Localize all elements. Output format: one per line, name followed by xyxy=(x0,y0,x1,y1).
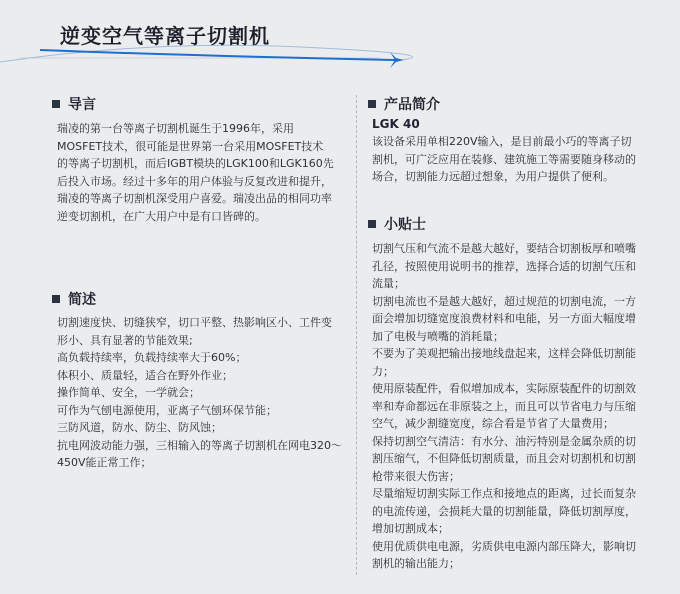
list-item: 抗电网波动能力强，三相输入的等离子切割机在网电320～ xyxy=(57,438,342,452)
list-item: 空气，减少割缝宽度，综合看是节省了大量费用； xyxy=(372,417,614,430)
tips-list xyxy=(372,240,668,573)
summary-list xyxy=(57,314,349,472)
list-item: 切割气压和气流不是越大越好，要结合切割板厚和喷嘴 xyxy=(372,242,636,255)
list-item: 操作简单、安全，一学就会； xyxy=(57,386,200,399)
product-heading-label: 产品简介 xyxy=(384,97,440,113)
section-heading-intro xyxy=(52,94,96,114)
square-bullet-icon xyxy=(52,100,60,108)
list-item: 割压缩气，不但降低切割质量，而且会对切割机和切割 xyxy=(372,452,636,465)
text-line: 逆变切割机，在广大用户中是有口皆碑的。 xyxy=(57,209,266,223)
list-item: 加了电极与喷嘴的消耗量； xyxy=(372,329,504,343)
tips-heading-label: 小贴士 xyxy=(384,217,426,233)
text-line: 割机，可广泛应用在装修、建筑施工等需要随身移动的 xyxy=(372,152,636,166)
section-heading-tips xyxy=(368,214,426,234)
list-item: 割机的输出能力； xyxy=(372,557,460,570)
list-item: 高负载持续率，负载持续率大于60%； xyxy=(57,351,247,364)
product-paragraph xyxy=(372,133,668,186)
list-item: 增加切割成本； xyxy=(372,522,449,535)
list-item: 三防风道，防水、防尘、防风蚀； xyxy=(57,421,222,434)
text-line: 场合，切割能力远超过想象，为用户提供了便利。 xyxy=(372,170,614,183)
square-bullet-icon xyxy=(368,220,376,228)
list-item: 孔径，按照使用说明书的推荐，选择合适的切割气压和 xyxy=(372,259,636,273)
list-item: 面会增加切缝宽度浪费材料和电能，另一方面大幅度增 xyxy=(372,312,636,325)
section-heading-product xyxy=(368,94,440,114)
list-item: 尽量缩短切割实际工作点和接地点的距离，过长而复杂 xyxy=(372,487,636,500)
list-item: 使用优质供电电源，劣质供电电源内部压降大，影响切 xyxy=(372,539,636,553)
list-item: 流量； xyxy=(372,277,405,290)
product-model: LGK 40 xyxy=(372,117,420,131)
text-line: 该设备采用单相220V输入，是目前最小巧的等离子切 xyxy=(372,135,632,148)
intro-paragraph xyxy=(57,120,349,225)
text-line: 瑞凌的第一台等离子切割机诞生于1996年，采用 xyxy=(57,122,294,135)
list-item: 保持切割空气清洁：有水分、油污特别是金属杂质的切 xyxy=(372,434,636,448)
list-item: 率和寿命都远在非原装之上，而且可以节省电力与压缩 xyxy=(372,399,636,413)
intro-heading-label: 导言 xyxy=(68,97,96,113)
list-item: 枪带来很大伤害； xyxy=(372,469,460,483)
text-line: 后投入市场。经过十多年的用户体验与反复改进和提升， xyxy=(57,174,332,188)
title-banner xyxy=(0,0,680,90)
list-item: 切割速度快、切缝狭窄，切口平整、热影响区小、工件变 xyxy=(57,316,332,329)
list-item: 形小、具有显著的节能效果; xyxy=(57,333,193,347)
section-heading-summary xyxy=(52,289,96,309)
text-line: 瑞凌的等离子切割机深受用户喜爱。瑞凌出品的相同功率 xyxy=(57,192,332,205)
list-item: 的电流传递，会损耗大量的切割能量，降低切割厚度， xyxy=(372,504,636,518)
list-item: 使用原装配件，看似增加成本，实际原装配件的切割效 xyxy=(372,382,636,395)
list-item: 不要为了美观把输出接地线盘起来，这样会降低切割能 xyxy=(372,347,636,360)
page-title: 逆变空气等离子切割机 xyxy=(60,24,270,48)
list-item: 力； xyxy=(372,364,394,378)
square-bullet-icon xyxy=(368,100,376,108)
summary-heading-label: 简述 xyxy=(68,292,96,308)
list-item: 切割电流也不是越大越好，超过规范的切割电流，一方 xyxy=(372,294,636,308)
text-line: MOSFET技术，很可能是世界第一台采用MOSFET技术 xyxy=(57,139,324,153)
list-item: 450V能正常工作； xyxy=(57,456,152,469)
list-item: 可作为气刨电源使用，亚离子气刨环保节能； xyxy=(57,403,277,417)
square-bullet-icon xyxy=(52,295,60,303)
text-line: 的等离子切割机，而后IGBT模块的LGK100和LGK160先 xyxy=(57,157,334,170)
column-divider xyxy=(356,95,357,575)
list-item: 体积小、质量轻，适合在野外作业； xyxy=(57,368,233,382)
